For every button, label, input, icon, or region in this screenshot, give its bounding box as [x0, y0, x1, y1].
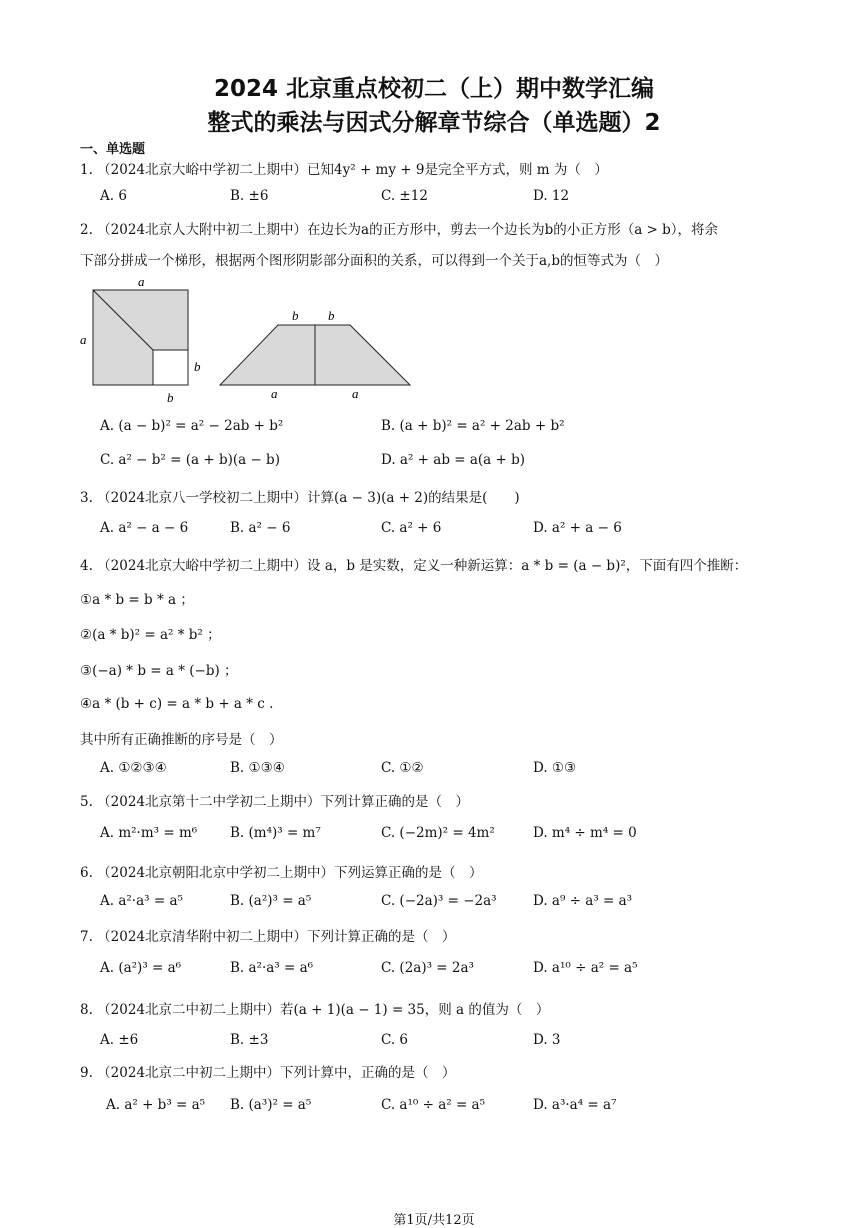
label-trap-top-b1: b [292, 308, 299, 323]
square-figure [93, 290, 188, 385]
question-7-options [0, 960, 868, 980]
q9-option-a[interactable]: A. a² + b³ = a⁵ [106, 1097, 206, 1113]
label-square-right-b: b [194, 359, 201, 374]
q7-option-b[interactable]: B. a²·a³ = a⁶ [230, 960, 314, 976]
question-3-text: 3. （2024北京八一学校初二上期中）计算(a − 3)(a + 2)的结果是( ) [80, 490, 520, 506]
question-1-text: 1. （2024北京大峪中学初二上期中）已知4y² + my + 9是完全平方式，则 m 为（ ） [80, 162, 608, 178]
question-8-text: 8. （2024北京二中初二上期中）若(a + 1)(a − 1) = 35，则 a 的值为（ ） [80, 1002, 550, 1018]
q2-option-b[interactable]: B. (a + b)² = a² + 2ab + b² [381, 418, 565, 434]
q6-option-a[interactable]: A. a²·a³ = a⁵ [100, 893, 183, 909]
section-heading: 一、单选题 [80, 142, 146, 157]
q4-inference-4: ④a * (b + c) = a * b + a * c . [80, 696, 274, 712]
q3-option-d[interactable]: D. a² + a − 6 [533, 520, 622, 536]
question-2-text-line1: 2. （2024北京人大附中初二上期中）在边长为a的正方形中，剪去一个边长为b的小正方形（a > b），将余 [80, 222, 719, 238]
q1-option-a[interactable]: A. 6 [100, 188, 127, 204]
question-5-text: 5. （2024北京第十二中学初二上期中）下列计算正确的是（ ） [80, 794, 470, 810]
q9-option-d[interactable]: D. a³·a⁴ = a⁷ [533, 1097, 617, 1113]
q2-option-d[interactable]: D. a² + ab = a(a + b) [381, 452, 526, 468]
q5-option-a[interactable]: A. m²·m³ = m⁶ [100, 825, 198, 841]
q4-inference-2: ②(a * b)² = a² * b² ； [80, 627, 221, 643]
label-square-top-a: a [138, 278, 145, 289]
question-4-text: 4. （2024北京大峪中学初二上期中）设 a，b 是实数，定义一种新运算：a * b = (a − b)²，下面有四个推断： [80, 558, 748, 574]
q7-option-c[interactable]: C. (2a)³ = 2a³ [381, 960, 474, 976]
label-square-bottom-b: b [167, 390, 174, 405]
label-trap-top-b2: b [328, 308, 335, 323]
q2-option-c[interactable]: C. a² − b² = (a + b)(a − b) [100, 452, 280, 468]
page-number-footer: 第1页/共12页 [393, 1213, 475, 1228]
q1-option-b[interactable]: B. ±6 [230, 188, 269, 204]
q3-option-a[interactable]: A. a² − a − 6 [100, 520, 189, 536]
trapezoid-figure [220, 325, 410, 385]
q5-option-d[interactable]: D. m⁴ ÷ m⁴ = 0 [533, 825, 637, 841]
q6-option-b[interactable]: B. (a²)³ = a⁵ [230, 893, 312, 909]
q2-option-a[interactable]: A. (a − b)² = a² − 2ab + b² [100, 418, 284, 434]
q4-prompt: 其中所有正确推断的序号是（ ） [80, 732, 283, 748]
question-6-text: 6. （2024北京朝阳北京中学初二上期中）下列运算正确的是（ ） [80, 865, 483, 881]
label-trap-bottom-a1: a [271, 386, 278, 401]
question-6-options [0, 893, 868, 913]
q4-inference-3: ③(−a) * b = a * (−b) ； [80, 663, 238, 679]
q9-option-c[interactable]: C. a¹⁰ ÷ a² = a⁵ [381, 1097, 486, 1113]
q8-option-a[interactable]: A. ±6 [100, 1032, 139, 1048]
q1-option-c[interactable]: C. ±12 [381, 188, 428, 204]
q6-option-d[interactable]: D. a⁹ ÷ a³ = a³ [533, 893, 633, 909]
question-3-options [0, 520, 868, 540]
q8-option-c[interactable]: C. 6 [381, 1032, 409, 1048]
question-2-text-line2: 下部分拼成一个梯形，根据两个图形阴影部分面积的关系，可以得到一个关于a,b的恒等式为（ ） [80, 253, 668, 269]
q5-option-c[interactable]: C. (−2m)² = 4m² [381, 825, 495, 841]
q8-option-b[interactable]: B. ±3 [230, 1032, 269, 1048]
question-9-text: 9. （2024北京二中初二上期中）下列计算中，正确的是（ ） [80, 1065, 456, 1081]
doc-title-line1: 2024 北京重点校初二（上）期中数学汇编 [213, 76, 655, 102]
question-2-options-row2 [0, 452, 868, 472]
q4-option-d[interactable]: D. ①③ [533, 760, 577, 776]
q3-option-c[interactable]: C. a² + 6 [381, 520, 442, 536]
q4-option-b[interactable]: B. ①③④ [230, 760, 285, 776]
question-7-text: 7. （2024北京清华附中初二上期中）下列计算正确的是（ ） [80, 929, 456, 945]
question-2-options-row1 [0, 418, 868, 438]
q4-option-c[interactable]: C. ①② [381, 760, 424, 776]
question-4-options [0, 760, 868, 780]
q7-option-a[interactable]: A. (a²)³ = a⁶ [100, 960, 182, 976]
q8-option-d[interactable]: D. 3 [533, 1032, 561, 1048]
q7-option-d[interactable]: D. a¹⁰ ÷ a² = a⁵ [533, 960, 638, 976]
label-trap-bottom-a2: a [352, 386, 359, 401]
q9-option-b[interactable]: B. (a³)² = a⁵ [230, 1097, 312, 1113]
doc-title-line2: 整式的乘法与因式分解章节综合（单选题）2 [207, 110, 661, 136]
q1-option-d[interactable]: D. 12 [533, 188, 570, 204]
q4-option-a[interactable]: A. ①②③④ [100, 760, 167, 776]
q6-option-c[interactable]: C. (−2a)³ = −2a³ [381, 893, 497, 909]
question-8-options [0, 1032, 868, 1052]
question-5-options [0, 825, 868, 845]
q3-option-b[interactable]: B. a² − 6 [230, 520, 291, 536]
question-9-options [0, 1097, 868, 1117]
question-1-options [0, 188, 868, 208]
label-square-left-a: a [80, 332, 87, 347]
q4-inference-1: ①a * b = b * a ； [80, 592, 194, 608]
q5-option-b[interactable]: B. (m⁴)³ = m⁷ [230, 825, 321, 841]
square-trapezoid-figure [80, 278, 420, 408]
